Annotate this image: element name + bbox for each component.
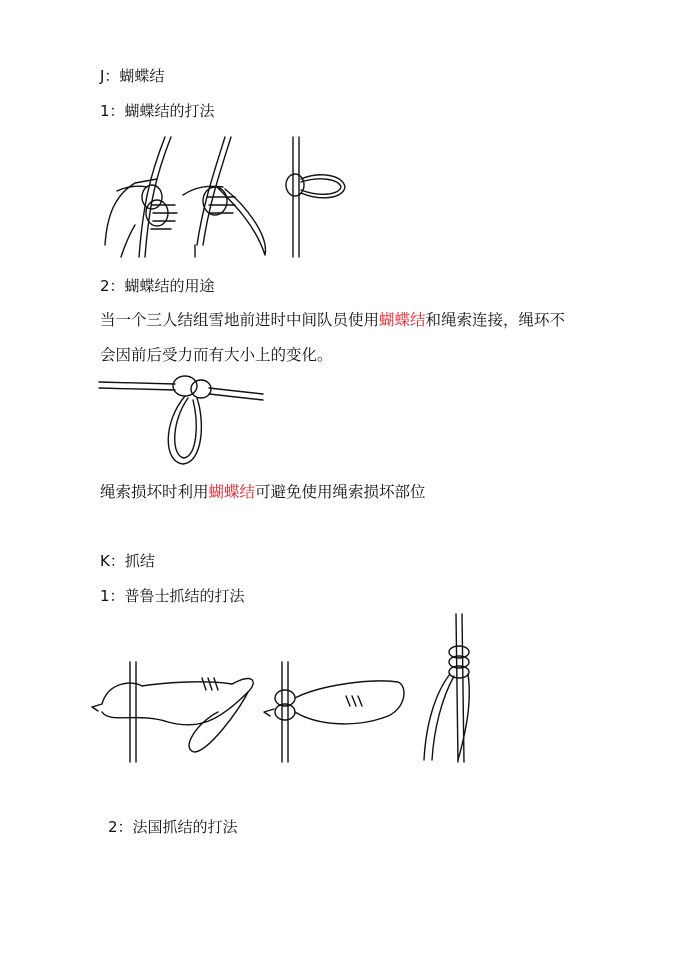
subheading-prusik-knot-how-to: 1：普鲁士抓结的打法 bbox=[100, 587, 245, 605]
butterfly-knot-steps-illustration bbox=[95, 135, 355, 260]
heading-j: J：蝴蝶结 bbox=[100, 67, 165, 85]
highlight-butterfly-knot-2: 蝴蝶结 bbox=[208, 483, 256, 501]
paragraph-usage-text-b: 和绳索连接，绳环不 bbox=[425, 311, 566, 329]
paragraph-damaged-rope bbox=[100, 482, 426, 502]
paragraph-usage-text-a: 当一个三人结组雪地前进时中间队员使用 bbox=[100, 311, 380, 329]
paragraph-damaged-text-b: 可避免使用绳索损坏部位 bbox=[255, 483, 426, 501]
heading-k: K：抓结 bbox=[100, 552, 155, 570]
paragraph-usage-line-2: 会因前后受力而有大小上的变化。 bbox=[100, 346, 333, 364]
paragraph-damaged-text-a: 绳索损坏时利用 bbox=[100, 483, 209, 501]
prusik-knot-steps-illustration bbox=[88, 612, 488, 772]
subheading-french-prusik-how-to: 2：法国抓结的打法 bbox=[108, 818, 238, 836]
subheading-butterfly-knot-how-to: 1：蝴蝶结的打法 bbox=[100, 102, 215, 120]
highlight-butterfly-knot: 蝴蝶结 bbox=[379, 311, 426, 329]
butterfly-knot-on-rope-illustration bbox=[97, 372, 267, 472]
subheading-butterfly-knot-usage: 2：蝴蝶结的用途 bbox=[100, 277, 215, 295]
paragraph-usage-line-1 bbox=[100, 310, 565, 330]
